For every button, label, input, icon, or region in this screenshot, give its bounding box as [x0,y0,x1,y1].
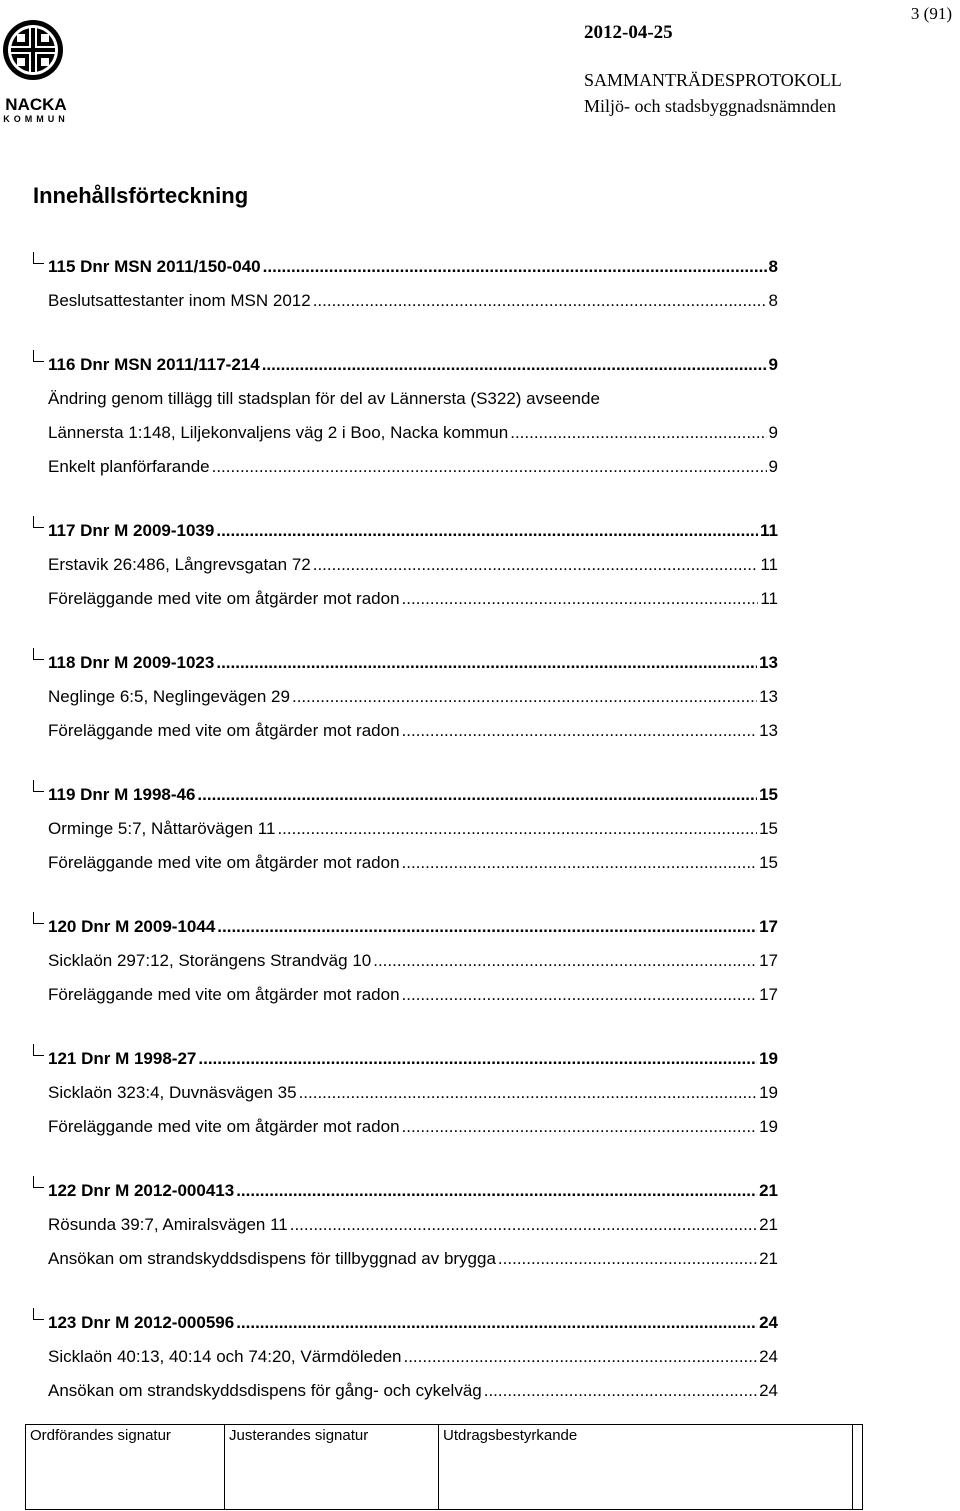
toc-subentry[interactable] [33,450,778,484]
toc-subentry[interactable] [33,846,778,880]
signature-table [25,1424,863,1510]
toc-dot-leader [402,846,758,880]
toc-page-number: 17 [759,917,778,936]
toc-entry-text: 120 Dnr M 2009-1044 [48,917,216,936]
toc-entry-text: 116 Dnr MSN 2011/117-214 [48,355,260,374]
board-name: Miljö- och stadsbyggnadsnämnden [584,96,836,116]
toc-dot-leader [198,1042,757,1076]
toc-page-number: 13 [759,687,778,706]
toc-subentry[interactable] [33,1208,778,1242]
toc-entry-text: Ansökan om strandskyddsdispens för tillbyggnad av brygga [48,1249,496,1268]
toc-group [33,910,778,1012]
toc-subentry[interactable] [33,284,778,318]
chair-signature-cell [26,1425,225,1510]
toc-dot-leader [299,1076,758,1110]
toc-page-number: 19 [759,1083,778,1102]
toc-page-number: 19 [759,1117,778,1136]
toc-dot-leader [313,284,767,318]
toc-entry-text: Föreläggande med vite om åtgärder mot radon [48,721,400,740]
toc-subentry[interactable] [33,1110,778,1144]
toc-dot-leader [402,978,758,1012]
toc-subentry[interactable] [33,978,778,1012]
logo-wordmark [0,96,72,124]
toc-page-number: 11 [760,589,778,608]
toc-entry-text: Sicklaön 323:4, Duvnäsvägen 35 [48,1083,297,1102]
toc-dot-leader [498,1242,757,1276]
toc-entry-text: 119 Dnr M 1998-46 [48,785,196,804]
logo-name: NACKA [5,95,67,114]
toc-page-number: 24 [759,1381,778,1400]
toc-dot-leader [217,910,757,944]
toc-page-number: 19 [759,1049,778,1068]
toc-entry-text: Föreläggande med vite om åtgärder mot radon [48,1117,400,1136]
toc-entry-text: Beslutsattestanter inom MSN 2012 [48,291,311,310]
adjuster-signature-cell [225,1425,439,1510]
toc-page-number: 11 [760,521,778,540]
toc-section-entry[interactable] [33,514,778,548]
toc-dot-leader [263,250,767,284]
toc-entry-text: 121 Dnr M 1998-27 [48,1049,197,1068]
toc-subentry[interactable] [33,416,778,450]
toc-section-entry[interactable] [33,910,778,944]
toc-group [33,348,778,484]
toc-section-entry[interactable] [33,778,778,812]
toc-dot-leader [216,646,757,680]
meeting-date: 2012-04-25 [584,22,673,43]
extract-certification-cell [439,1425,853,1510]
toc-dot-leader [262,348,767,382]
toc-dot-leader [292,680,757,714]
toc-entry-text: Erstavik 26:486, Långrevsgatan 72 [48,555,311,574]
toc-page-number: 9 [768,423,778,442]
toc-section-entry[interactable] [33,348,778,382]
toc-page-number: 24 [759,1347,778,1366]
toc-entry-text: Ansökan om strandskyddsdispens för gång- och cykelväg [48,1381,482,1400]
toc-dot-leader [484,1374,757,1408]
toc-title: Innehållsförteckning [33,183,249,208]
toc-page-number: 15 [759,853,778,872]
toc-page-number: 13 [759,721,778,740]
document-type: SAMMANTRÄDESPROTOKOLL [584,70,842,90]
toc-page-number: 13 [759,653,778,672]
toc-subentry[interactable] [33,680,778,714]
toc-page-number: 17 [759,951,778,970]
nacka-crest-icon [0,8,72,92]
toc-section-entry[interactable] [33,1042,778,1076]
toc-entry-text: Föreläggande med vite om åtgärder mot radon [48,985,400,1004]
toc-page-number: 21 [759,1249,778,1268]
toc-page-number: 21 [759,1215,778,1234]
toc-entry-text: Enkelt planförfarande [48,457,210,476]
toc-dot-leader [402,714,758,748]
toc-group [33,1042,778,1144]
toc-subentry[interactable] [33,548,778,582]
toc-dot-leader [236,1174,757,1208]
toc-page-number: 17 [759,985,778,1004]
toc-entry-text: Rösunda 39:7, Amiralsvägen 11 [48,1215,288,1234]
toc-page-number: 11 [760,555,778,574]
toc-page-number: 9 [768,355,778,374]
toc-entry-text: 123 Dnr M 2012-000596 [48,1313,235,1332]
toc-entry-text: 117 Dnr M 2009-1039 [48,521,215,540]
toc-subentry[interactable] [33,1340,778,1374]
toc-dot-leader [313,548,759,582]
toc-entry-text: 122 Dnr M 2012-000413 [48,1181,235,1200]
toc-subentry[interactable] [33,944,778,978]
toc-group [33,778,778,880]
toc-dot-leader [402,582,759,616]
nacka-logo [0,8,72,124]
toc-entry-text: Föreläggande med vite om åtgärder mot radon [48,853,400,872]
toc-section-entry[interactable] [33,250,778,284]
toc-group [33,250,778,318]
chair-signature-label: Ordförandes signatur [30,1427,171,1444]
toc-entry-text: 118 Dnr M 2009-1023 [48,653,215,672]
toc-dot-leader [402,1110,758,1144]
toc-section-entry[interactable] [33,1306,778,1340]
extract-certification-label: Utdragsbestyrkande [443,1427,578,1444]
toc-page-number: 15 [759,819,778,838]
toc-entry-text: Orminge 5:7, Nåttarövägen 11 [48,819,276,838]
toc-dot-leader [290,1208,757,1242]
toc-page-number: 8 [768,257,778,276]
table-of-contents [33,250,778,1438]
toc-entry-text: Sicklaön 40:13, 40:14 och 74:20, Värmdöleden [48,1347,402,1366]
logo-subtitle: KOMMUN [3,114,69,124]
toc-entry-text: Sicklaön 297:12, Storängens Strandväg 10 [48,951,372,970]
toc-subentry[interactable] [33,1242,778,1276]
toc-dot-leader [403,1340,757,1374]
toc-page-number: 24 [759,1313,778,1332]
toc-dot-leader [510,416,766,450]
toc-subentry[interactable] [33,1076,778,1110]
toc-page-number: 15 [759,785,778,804]
toc-dot-leader [236,1306,757,1340]
toc-subentry[interactable] [33,382,778,416]
toc-entry-text: Lännersta 1:148, Liljekonvaljens väg 2 i Boo, Nacka kommun [48,423,509,442]
toc-subentry[interactable] [33,1374,778,1408]
toc-group [33,1306,778,1408]
blank-cell [853,1425,863,1510]
toc-subentry[interactable] [33,714,778,748]
toc-page-number: 9 [768,457,778,476]
toc-group [33,1174,778,1276]
toc-group [33,646,778,748]
toc-entry-text: Neglinge 6:5, Neglingevägen 29 [48,687,290,706]
toc-group [33,514,778,616]
toc-dot-leader [216,514,758,548]
toc-dot-leader [197,778,757,812]
toc-entry-text: Ändring genom tillägg till stadsplan för del av Lännersta (S322) avseende [48,389,600,408]
toc-dot-leader [277,812,757,846]
toc-page-number: 8 [768,291,778,310]
toc-entry-text: 115 Dnr MSN 2011/150-040 [48,257,261,276]
toc-page-number: 21 [759,1181,778,1200]
toc-dot-leader [373,944,757,978]
adjuster-signature-label: Justerandes signatur [229,1427,369,1444]
page-number: 3 (91) [910,4,952,23]
toc-entry-text: Föreläggande med vite om åtgärder mot radon [48,589,400,608]
toc-dot-leader [212,450,767,484]
toc-subentry[interactable] [33,812,778,846]
toc-section-entry[interactable] [33,646,778,680]
toc-subentry[interactable] [33,582,778,616]
toc-section-entry[interactable] [33,1174,778,1208]
